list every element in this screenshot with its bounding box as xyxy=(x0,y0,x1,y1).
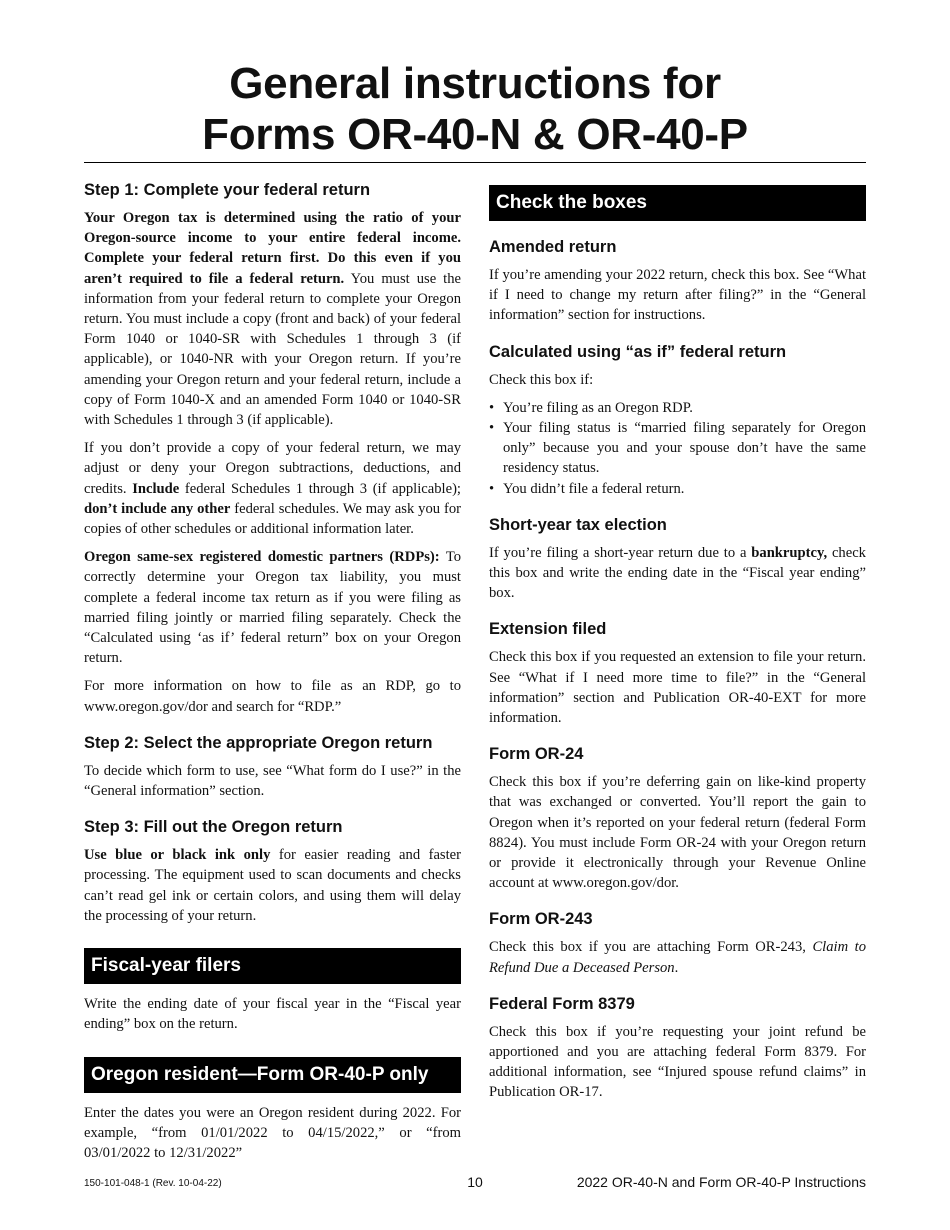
step1-p2-bold-include: Include xyxy=(132,480,180,497)
step2-section xyxy=(84,733,461,801)
step3-section xyxy=(84,817,461,926)
page-title xyxy=(84,58,866,160)
as-if-bullet-3: You didn’t file a federal return. xyxy=(503,480,685,497)
as-if-section xyxy=(489,342,866,499)
as-if-bullet-1: You’re filing as an Oregon RDP. xyxy=(503,399,693,416)
step1-p2-text-c: federal Schedules 1 through 3 (if applicable); xyxy=(179,480,461,497)
step1-p1-text: You must use the information from your federal return to complete your Oregon return. You must include a copy (front and back) of your federal Form 1040 or 1040-SR with Schedules 1 through 3 (if applicable), or 1040-NR with your Oregon return. If you’re amending your Oregon return and your federal return, include a copy of Form 1040-X and an amended Form 1040 or 1040-SR with Schedules 1 through 3 (if applicable). xyxy=(84,270,462,429)
check-boxes-banner: Check the boxes xyxy=(489,185,866,221)
fiscal-year-section xyxy=(84,948,461,1034)
bullet-icon: • xyxy=(489,420,495,437)
amended-heading: Amended return xyxy=(489,238,617,256)
as-if-heading: Calculated using “as if” federal return xyxy=(489,342,787,361)
footer-document-title: 2022 OR-40-N and Form OR-40-P Instructions xyxy=(576,1174,866,1190)
step2-paragraph: To decide which form to use, see “What form do I use?” in the “General information” section. xyxy=(84,762,461,800)
extension-paragraph: Check this box if you requested an extension to file your return. See “What if I need more time to file?” in the “General information” section and Publication OR-40-EXT for more information. xyxy=(489,649,866,727)
amended-paragraph: If you’re amending your 2022 return, check this box. See “What if I need to change my return after filing?” in the “General information” section for instructions. xyxy=(489,267,866,324)
list-item xyxy=(489,418,866,479)
step1-p3-text: To correctly determine your Oregon tax liability, you must complete a federal income tax return as if you were filing as married filing jointly or married filing separately. Check the “Calculated using ‘as if’ federal return” box on your Oregon return. xyxy=(84,549,462,667)
bullet-icon: • xyxy=(489,399,495,416)
step2-heading: Step 2: Select the appropriate Oregon return xyxy=(84,733,433,752)
step1-p1-bold: Your Oregon tax is determined using the ratio of your Oregon-source income to your entire federal income. Complete your federal return first. Do this even if you aren’t required to file a federal return. xyxy=(84,210,461,287)
or243-text-a: Check this box if you are attaching Form OR-243, xyxy=(489,939,813,956)
step3-paragraph xyxy=(84,845,461,926)
short-year-text-c: check this box and write the ending date in the “Fiscal year ending” box. xyxy=(489,544,866,602)
left-column xyxy=(84,180,461,1171)
form-8379-section xyxy=(489,994,866,1103)
short-year-bold-bankruptcy: bankruptcy, xyxy=(751,544,828,561)
title-divider xyxy=(84,162,866,163)
or243-italic-title: Claim to Refund Due a Deceased Person xyxy=(489,939,866,976)
or243-text-c: . xyxy=(674,959,679,976)
title-line-1: General instructions for xyxy=(229,59,721,108)
step3-p1-bold: Use blue or black ink only xyxy=(84,847,271,864)
footer-form-number: 150-101-048-1 (Rev. 10-04-22) xyxy=(84,1178,222,1189)
short-year-heading: Short-year tax election xyxy=(489,515,667,534)
step3-p1-text: for easier reading and faster processing. The equipment used to scan documents and checks can’t read gel ink or certain colors, and using them will delay the processing of your return. xyxy=(84,847,462,924)
extension-section xyxy=(489,619,866,728)
form-8379-heading: Federal Form 8379 xyxy=(489,994,635,1013)
fiscal-year-paragraph: Write the ending date of your fiscal year in the “Fiscal year ending” box on the return. xyxy=(84,996,461,1033)
step1-section xyxy=(84,180,461,717)
step1-paragraph-1 xyxy=(84,208,461,430)
footer-page-number: 10 xyxy=(467,1174,483,1190)
title-line-2: Forms OR-40-N & OR-40-P xyxy=(202,110,748,159)
step1-paragraph-4: For more information on how to file as an RDP, go to www.oregon.gov/dor and search for “RDP.” xyxy=(84,678,461,715)
or243-section xyxy=(489,909,866,977)
step1-p2-bold-dont-include: don’t include any other xyxy=(84,500,231,517)
amended-section xyxy=(489,237,866,326)
step1-heading: Step 1: Complete your federal return xyxy=(84,181,371,199)
or24-paragraph: Check this box if you’re deferring gain on like-kind property that was exchanged or converted. You’ll report the gain to Oregon when it’s reported on your federal return (federal Form 8824). You must include Form OR-24 with your Oregon return or provide it electronically through your Revenue Online account at www.oregon.gov/dor. xyxy=(489,774,866,892)
extension-heading: Extension filed xyxy=(489,620,607,639)
short-year-text-a: If you’re filing a short-year return due to a xyxy=(489,544,752,561)
form-8379-paragraph: Check this box if you’re requesting your joint refund be apportioned and you are attaching federal Form 8379. For additional information, see “Injured spouse refund claims” in Publication OR-17. xyxy=(489,1023,866,1101)
as-if-bullet-list xyxy=(489,398,866,499)
or24-section xyxy=(489,744,866,893)
step1-p3-bold: Oregon same-sex registered domestic partners (RDPs): xyxy=(84,549,440,566)
as-if-intro: Check this box if: xyxy=(489,371,594,388)
oregon-resident-paragraph: Enter the dates you were an Oregon resident during 2022. For example, “from 01/01/2022 to 04/15/2022,” or “from 03/01/2022 to 12/31/2022” xyxy=(84,1104,461,1161)
bullet-icon: • xyxy=(489,480,495,497)
as-if-bullet-2: Your filing status is “married filing separately for Oregon only” because you and your spouse don’t have the same residency status. xyxy=(503,420,866,477)
step1-paragraph-2 xyxy=(84,438,461,539)
short-year-section xyxy=(489,515,866,604)
step1-paragraph-3 xyxy=(84,547,461,668)
oregon-resident-banner: Oregon resident—Form OR-40-P only xyxy=(84,1057,461,1093)
step3-heading: Step 3: Fill out the Oregon return xyxy=(84,818,343,837)
list-item xyxy=(489,479,866,499)
or243-heading: Form OR-243 xyxy=(489,910,593,929)
or243-paragraph xyxy=(489,937,866,977)
fiscal-year-banner: Fiscal-year filers xyxy=(84,948,461,984)
short-year-paragraph xyxy=(489,543,866,604)
step1-p2-text-e: federal schedules. We may ask you for copies of other schedules or additional information later. xyxy=(84,500,462,538)
step1-p2-text-a: If you don’t provide a copy of your federal return, we may adjust or deny your Oregon subtractions, deductions, and credits. xyxy=(84,440,461,497)
right-column xyxy=(489,180,866,1111)
list-item xyxy=(489,398,866,418)
or24-heading: Form OR-24 xyxy=(489,745,584,764)
oregon-resident-section xyxy=(84,1057,461,1164)
